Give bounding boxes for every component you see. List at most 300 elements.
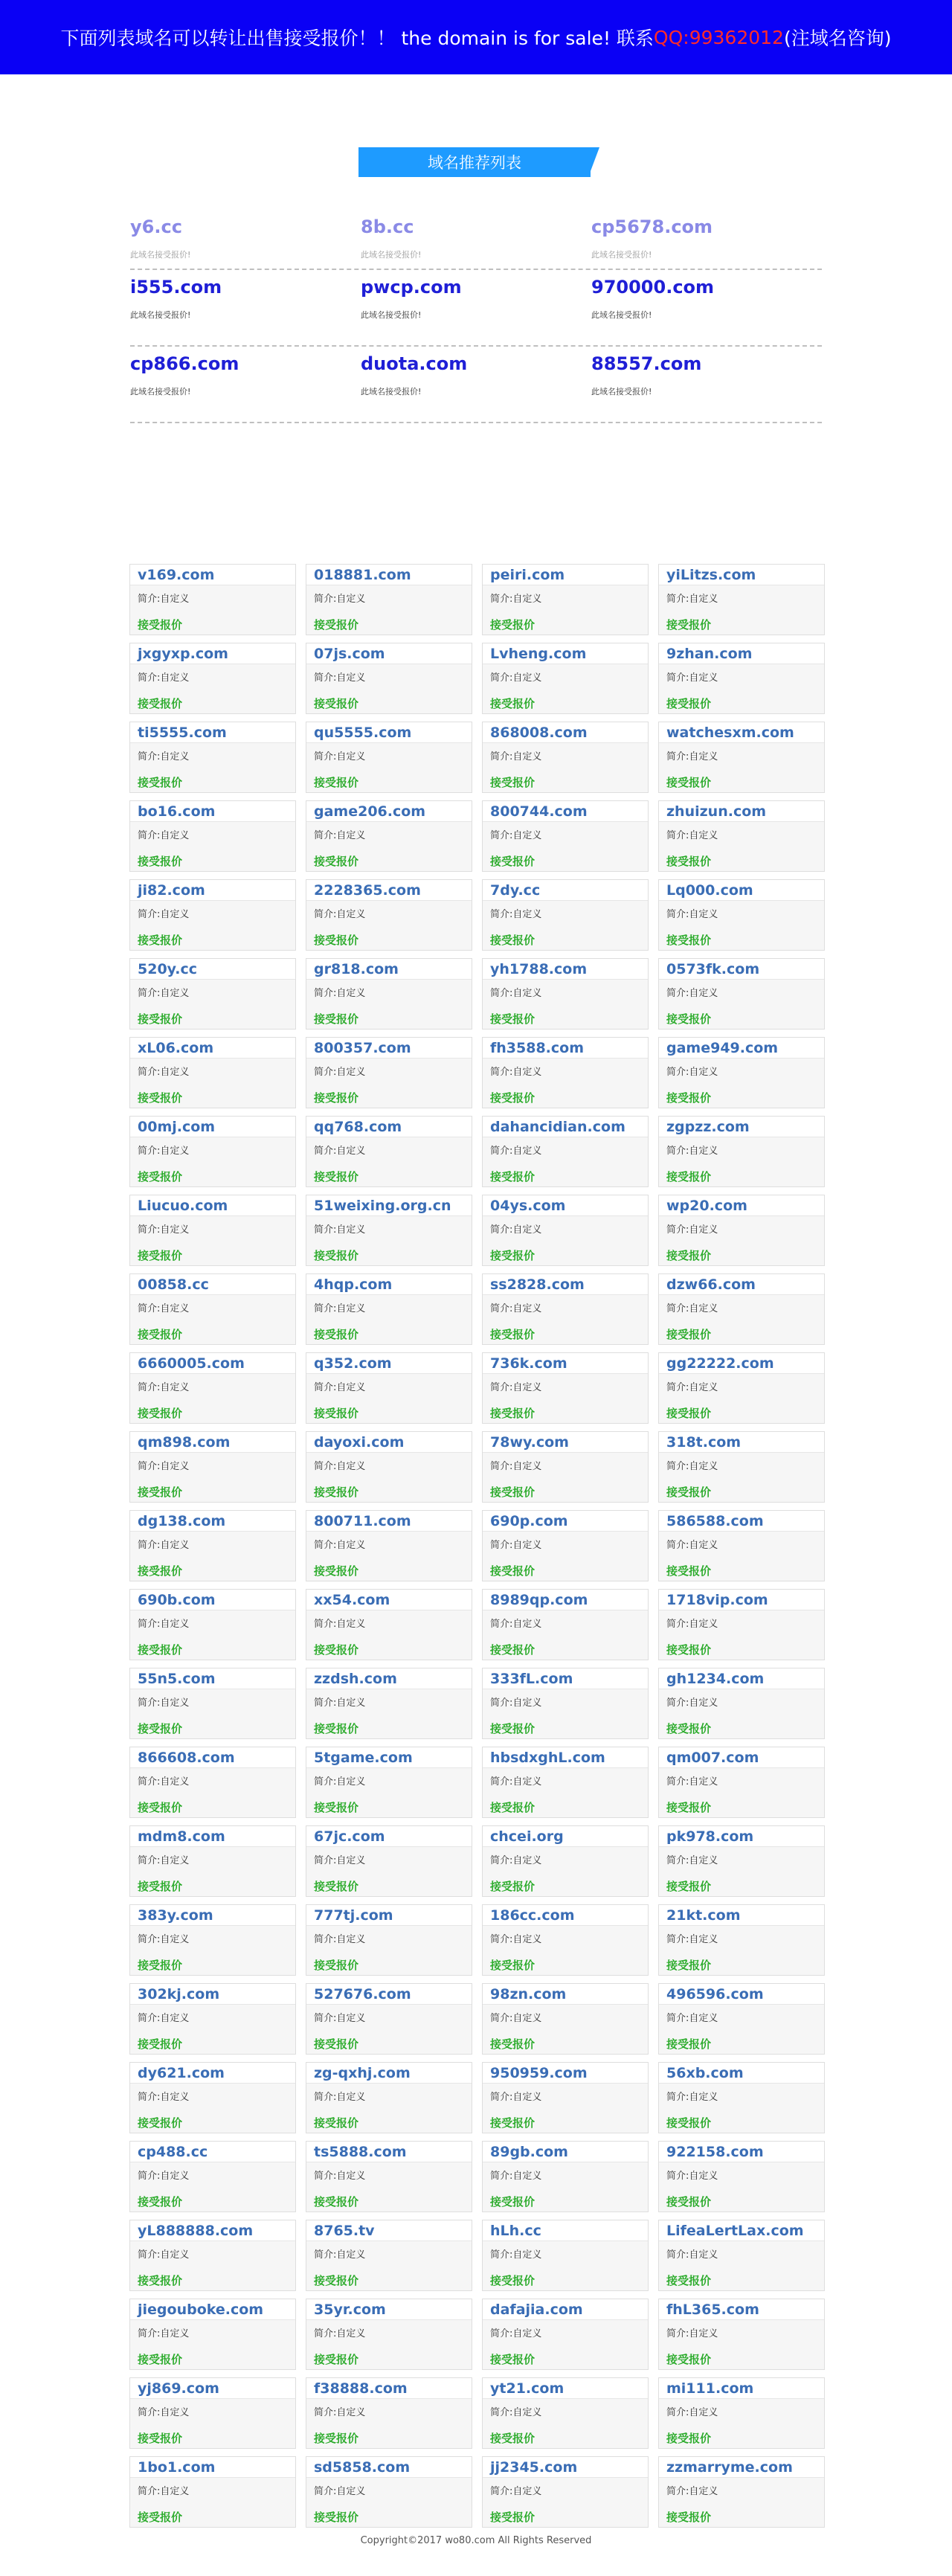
domain-name-link[interactable]: 78wy.com [483,1432,648,1453]
domain-card[interactable] [306,1037,472,1108]
domain-card[interactable] [482,2141,649,2212]
domain-name-link[interactable]: 866608.com [130,1747,295,1768]
make-offer-link[interactable]: 接受报价 [490,2116,536,2130]
domain-card[interactable] [129,2062,296,2133]
make-offer-link[interactable]: 接受报价 [490,776,536,789]
domain-name-link[interactable]: fh3588.com [483,1038,648,1059]
make-offer-link[interactable]: 接受报价 [314,934,359,947]
domain-name-link[interactable]: 018881.com [306,565,472,585]
domain-card[interactable] [129,643,296,714]
domain-name-link[interactable]: 6660005.com [130,1353,295,1374]
domain-name-link[interactable]: 8989qp.com [483,1590,648,1610]
domain-name-link[interactable]: yj869.com [130,2378,295,2399]
domain-name-link[interactable]: Lvheng.com [483,643,648,664]
make-offer-link[interactable]: 接受报价 [490,1722,536,1735]
domain-card[interactable] [658,800,825,872]
domain-name-link[interactable]: 07js.com [306,643,472,664]
domain-name-link[interactable]: 00858.cc [130,1274,295,1295]
domain-name-link[interactable]: wp20.com [659,1195,824,1216]
domain-name-link[interactable]: 9zhan.com [659,643,824,664]
featured-domain-link[interactable]: 970000.com [591,277,715,298]
make-offer-link[interactable]: 接受报价 [490,1801,536,1814]
make-offer-link[interactable]: 接受报价 [666,618,712,632]
domain-card[interactable] [482,1589,649,1660]
domain-card[interactable] [482,2377,649,2449]
make-offer-link[interactable]: 接受报价 [314,697,359,710]
domain-name-link[interactable]: 21kt.com [659,1905,824,1926]
domain-card[interactable] [482,2299,649,2370]
domain-card[interactable] [129,722,296,793]
domain-name-link[interactable]: Liucuo.com [130,1195,295,1216]
domain-name-link[interactable]: qm007.com [659,1747,824,1768]
make-offer-link[interactable]: 接受报价 [138,2353,183,2366]
domain-card[interactable] [306,2377,472,2449]
domain-card[interactable] [482,1510,649,1581]
make-offer-link[interactable]: 接受报价 [314,1801,359,1814]
domain-name-link[interactable]: mi111.com [659,2378,824,2399]
domain-name-link[interactable]: ts5888.com [306,2142,472,2162]
domain-card[interactable] [658,1747,825,1818]
domain-card[interactable] [129,1825,296,1897]
domain-name-link[interactable]: 800744.com [483,801,648,822]
make-offer-link[interactable]: 接受报价 [666,2432,712,2445]
domain-card[interactable] [129,2220,296,2291]
domain-card[interactable] [658,2141,825,2212]
make-offer-link[interactable]: 接受报价 [666,2353,712,2366]
make-offer-link[interactable]: 接受报价 [314,1485,359,1499]
domain-name-link[interactable]: zzdsh.com [306,1668,472,1689]
domain-name-link[interactable]: ti5555.com [130,722,295,743]
domain-card[interactable] [306,2220,472,2291]
make-offer-link[interactable]: 接受报价 [314,1170,359,1183]
make-offer-link[interactable]: 接受报价 [314,1722,359,1735]
domain-name-link[interactable]: 5tgame.com [306,1747,472,1768]
make-offer-link[interactable]: 接受报价 [138,1564,183,1578]
make-offer-link[interactable]: 接受报价 [314,855,359,868]
domain-name-link[interactable]: qq768.com [306,1117,472,1137]
domain-name-link[interactable]: 1718vip.com [659,1590,824,1610]
make-offer-link[interactable]: 接受报价 [138,1880,183,1893]
domain-card[interactable] [658,1352,825,1424]
make-offer-link[interactable]: 接受报价 [666,1170,712,1183]
domain-name-link[interactable]: 318t.com [659,1432,824,1453]
make-offer-link[interactable]: 接受报价 [666,1959,712,1972]
domain-card[interactable] [129,1431,296,1503]
domain-card[interactable] [306,1510,472,1581]
make-offer-link[interactable]: 接受报价 [490,2274,536,2287]
make-offer-link[interactable]: 接受报价 [490,1328,536,1341]
make-offer-link[interactable]: 接受报价 [666,855,712,868]
make-offer-link[interactable]: 接受报价 [666,2274,712,2287]
domain-name-link[interactable]: hLh.cc [483,2220,648,2241]
domain-card[interactable] [306,1983,472,2055]
domain-card[interactable] [129,2456,296,2528]
make-offer-link[interactable]: 接受报价 [490,1407,536,1420]
domain-card[interactable] [306,1116,472,1187]
domain-card[interactable] [482,1195,649,1266]
make-offer-link[interactable]: 接受报价 [314,1959,359,1972]
domain-name-link[interactable]: yL888888.com [130,2220,295,2241]
domain-card[interactable] [482,1116,649,1187]
domain-card[interactable] [482,1983,649,2055]
domain-name-link[interactable]: 67jc.com [306,1826,472,1847]
domain-card[interactable] [306,1352,472,1424]
make-offer-link[interactable]: 接受报价 [314,2274,359,2287]
make-offer-link[interactable]: 接受报价 [666,2116,712,2130]
domain-card[interactable] [129,1904,296,1976]
domain-card[interactable] [482,1668,649,1739]
make-offer-link[interactable]: 接受报价 [314,776,359,789]
make-offer-link[interactable]: 接受报价 [138,1091,183,1105]
domain-card[interactable] [482,1904,649,1976]
domain-card[interactable] [482,2220,649,2291]
make-offer-link[interactable]: 接受报价 [138,2195,183,2209]
domain-card[interactable] [658,958,825,1030]
domain-card[interactable] [129,1116,296,1187]
domain-card[interactable] [129,564,296,635]
domain-card[interactable] [306,1273,472,1345]
make-offer-link[interactable]: 接受报价 [314,2195,359,2209]
domain-name-link[interactable]: 0573fk.com [659,959,824,980]
make-offer-link[interactable]: 接受报价 [314,2116,359,2130]
make-offer-link[interactable]: 接受报价 [314,1407,359,1420]
make-offer-link[interactable]: 接受报价 [138,2274,183,2287]
make-offer-link[interactable]: 接受报价 [138,855,183,868]
domain-name-link[interactable]: 2228365.com [306,880,472,901]
domain-card[interactable] [482,2062,649,2133]
make-offer-link[interactable]: 接受报价 [490,1564,536,1578]
make-offer-link[interactable]: 接受报价 [490,1012,536,1026]
domain-card[interactable] [306,2062,472,2133]
make-offer-link[interactable]: 接受报价 [138,1801,183,1814]
make-offer-link[interactable]: 接受报价 [666,2037,712,2051]
domain-name-link[interactable]: 527676.com [306,1984,472,2005]
make-offer-link[interactable]: 接受报价 [666,2195,712,2209]
domain-name-link[interactable]: peiri.com [483,565,648,585]
domain-card[interactable] [306,2456,472,2528]
make-offer-link[interactable]: 接受报价 [666,1801,712,1814]
domain-name-link[interactable]: zzmarryme.com [659,2457,824,2478]
domain-name-link[interactable]: f38888.com [306,2378,472,2399]
featured-domain-link[interactable]: cp866.com [130,353,239,374]
domain-name-link[interactable]: 8765.tv [306,2220,472,2241]
domain-card[interactable] [482,1273,649,1345]
domain-name-link[interactable]: 690b.com [130,1590,295,1610]
domain-card[interactable] [129,1747,296,1818]
make-offer-link[interactable]: 接受报价 [490,934,536,947]
domain-name-link[interactable]: zhuizun.com [659,801,824,822]
make-offer-link[interactable]: 接受报价 [666,1012,712,1026]
make-offer-link[interactable]: 接受报价 [666,2511,712,2524]
domain-name-link[interactable]: 800711.com [306,1511,472,1532]
domain-card[interactable] [658,1195,825,1266]
make-offer-link[interactable]: 接受报价 [314,1880,359,1893]
make-offer-link[interactable]: 接受报价 [490,2037,536,2051]
domain-name-link[interactable]: xL06.com [130,1038,295,1059]
domain-name-link[interactable]: 89gb.com [483,2142,648,2162]
domain-card[interactable] [306,800,472,872]
make-offer-link[interactable]: 接受报价 [666,1564,712,1578]
make-offer-link[interactable]: 接受报价 [666,1880,712,1893]
domain-card[interactable] [129,1195,296,1266]
domain-card[interactable] [658,1116,825,1187]
make-offer-link[interactable]: 接受报价 [314,1643,359,1657]
make-offer-link[interactable]: 接受报价 [490,1643,536,1657]
domain-name-link[interactable]: sd5858.com [306,2457,472,2478]
make-offer-link[interactable]: 接受报价 [666,1328,712,1341]
featured-domain-link[interactable]: cp5678.com [591,216,713,237]
make-offer-link[interactable]: 接受报价 [490,1485,536,1499]
make-offer-link[interactable]: 接受报价 [314,1328,359,1341]
domain-name-link[interactable]: 1bo1.com [130,2457,295,2478]
domain-name-link[interactable]: game206.com [306,801,472,822]
domain-card[interactable] [658,1510,825,1581]
domain-name-link[interactable]: dahancidian.com [483,1117,648,1137]
domain-card[interactable] [129,1510,296,1581]
make-offer-link[interactable]: 接受报价 [314,2511,359,2524]
domain-card[interactable] [482,958,649,1030]
make-offer-link[interactable]: 接受报价 [490,1959,536,1972]
domain-name-link[interactable]: 736k.com [483,1353,648,1374]
make-offer-link[interactable]: 接受报价 [490,2353,536,2366]
make-offer-link[interactable]: 接受报价 [138,2116,183,2130]
make-offer-link[interactable]: 接受报价 [314,1249,359,1262]
make-offer-link[interactable]: 接受报价 [314,2432,359,2445]
domain-card[interactable] [129,1037,296,1108]
domain-name-link[interactable]: game949.com [659,1038,824,1059]
make-offer-link[interactable]: 接受报价 [138,1012,183,1026]
domain-name-link[interactable]: jiegouboke.com [130,2299,295,2320]
domain-name-link[interactable]: pk978.com [659,1826,824,1847]
domain-name-link[interactable]: xx54.com [306,1590,472,1610]
make-offer-link[interactable]: 接受报价 [490,1091,536,1105]
make-offer-link[interactable]: 接受报价 [314,2353,359,2366]
make-offer-link[interactable]: 接受报价 [666,1485,712,1499]
make-offer-link[interactable]: 接受报价 [138,1328,183,1341]
domain-card[interactable] [482,2456,649,2528]
make-offer-link[interactable]: 接受报价 [490,2432,536,2445]
make-offer-link[interactable]: 接受报价 [490,1249,536,1262]
domain-name-link[interactable]: dayoxi.com [306,1432,472,1453]
domain-card[interactable] [129,2377,296,2449]
domain-name-link[interactable]: zg-qxhj.com [306,2063,472,2084]
make-offer-link[interactable]: 接受报价 [138,2511,183,2524]
featured-domain-link[interactable]: i555.com [130,277,222,298]
make-offer-link[interactable]: 接受报价 [666,1643,712,1657]
domain-name-link[interactable]: 496596.com [659,1984,824,2005]
domain-card[interactable] [658,1273,825,1345]
featured-domain-link[interactable]: duota.com [361,353,468,374]
domain-card[interactable] [306,958,472,1030]
domain-card[interactable] [306,1747,472,1818]
domain-name-link[interactable]: gh1234.com [659,1668,824,1689]
domain-card[interactable] [658,1668,825,1739]
domain-name-link[interactable]: jxgyxp.com [130,643,295,664]
domain-card[interactable] [658,1037,825,1108]
make-offer-link[interactable]: 接受报价 [666,1722,712,1735]
domain-name-link[interactable]: 4hqp.com [306,1274,472,1295]
make-offer-link[interactable]: 接受报价 [138,2037,183,2051]
domain-name-link[interactable]: 04ys.com [483,1195,648,1216]
domain-card[interactable] [129,2299,296,2370]
domain-card[interactable] [482,1431,649,1503]
domain-card[interactable] [129,958,296,1030]
domain-card[interactable] [306,1589,472,1660]
make-offer-link[interactable]: 接受报价 [314,2037,359,2051]
domain-name-link[interactable]: cp488.cc [130,2142,295,2162]
featured-domain-link[interactable]: pwcp.com [361,277,462,298]
domain-card[interactable] [129,1668,296,1739]
make-offer-link[interactable]: 接受报价 [314,618,359,632]
make-offer-link[interactable]: 接受报价 [138,1249,183,1262]
make-offer-link[interactable]: 接受报价 [490,1880,536,1893]
domain-name-link[interactable]: bo16.com [130,801,295,822]
banner-qq-link[interactable]: QQ:99362012 [653,26,784,48]
domain-name-link[interactable]: zgpzz.com [659,1117,824,1137]
domain-card[interactable] [658,879,825,951]
domain-name-link[interactable]: 35yr.com [306,2299,472,2320]
domain-card[interactable] [482,1037,649,1108]
domain-name-link[interactable]: gr818.com [306,959,472,980]
domain-name-link[interactable]: 922158.com [659,2142,824,2162]
domain-card[interactable] [482,800,649,872]
domain-name-link[interactable]: 51weixing.org.cn [306,1195,472,1216]
make-offer-link[interactable]: 接受报价 [138,1407,183,1420]
domain-card[interactable] [306,2141,472,2212]
make-offer-link[interactable]: 接受报价 [138,697,183,710]
domain-name-link[interactable]: 186cc.com [483,1905,648,1926]
domain-name-link[interactable]: q352.com [306,1353,472,1374]
domain-card[interactable] [306,722,472,793]
make-offer-link[interactable]: 接受报价 [138,1722,183,1735]
domain-card[interactable] [658,722,825,793]
domain-name-link[interactable]: Lq000.com [659,880,824,901]
domain-card[interactable] [658,643,825,714]
domain-name-link[interactable]: 98zn.com [483,1984,648,2005]
make-offer-link[interactable]: 接受报价 [138,618,183,632]
domain-name-link[interactable]: 7dy.cc [483,880,648,901]
make-offer-link[interactable]: 接受报价 [138,2432,183,2445]
domain-card[interactable] [658,2299,825,2370]
domain-card[interactable] [129,1589,296,1660]
domain-card[interactable] [129,879,296,951]
domain-name-link[interactable]: 520y.cc [130,959,295,980]
domain-card[interactable] [129,1273,296,1345]
make-offer-link[interactable]: 接受报价 [666,1249,712,1262]
domain-card[interactable] [482,1825,649,1897]
domain-name-link[interactable]: v169.com [130,565,295,585]
domain-card[interactable] [658,1904,825,1976]
domain-card[interactable] [482,564,649,635]
domain-card[interactable] [129,800,296,872]
make-offer-link[interactable]: 接受报价 [490,697,536,710]
domain-name-link[interactable]: qu5555.com [306,722,472,743]
domain-name-link[interactable]: 868008.com [483,722,648,743]
make-offer-link[interactable]: 接受报价 [666,1091,712,1105]
domain-name-link[interactable]: watchesxm.com [659,722,824,743]
domain-card[interactable] [306,1195,472,1266]
make-offer-link[interactable]: 接受报价 [490,1170,536,1183]
domain-name-link[interactable]: gg22222.com [659,1353,824,1374]
domain-name-link[interactable]: dzw66.com [659,1274,824,1295]
domain-card[interactable] [306,879,472,951]
domain-name-link[interactable]: mdm8.com [130,1826,295,1847]
featured-domain-link[interactable]: 88557.com [591,353,702,374]
domain-name-link[interactable]: fhL365.com [659,2299,824,2320]
make-offer-link[interactable]: 接受报价 [138,776,183,789]
domain-card[interactable] [306,564,472,635]
domain-card[interactable] [482,1747,649,1818]
domain-card[interactable] [658,1589,825,1660]
make-offer-link[interactable]: 接受报价 [138,934,183,947]
domain-card[interactable] [658,1825,825,1897]
domain-name-link[interactable]: 56xb.com [659,2063,824,2084]
make-offer-link[interactable]: 接受报价 [138,1643,183,1657]
domain-card[interactable] [482,643,649,714]
domain-name-link[interactable]: qm898.com [130,1432,295,1453]
make-offer-link[interactable]: 接受报价 [314,1564,359,1578]
domain-card[interactable] [482,722,649,793]
domain-name-link[interactable]: 950959.com [483,2063,648,2084]
domain-name-link[interactable]: 55n5.com [130,1668,295,1689]
make-offer-link[interactable]: 接受报价 [314,1012,359,1026]
domain-card[interactable] [129,1983,296,2055]
domain-name-link[interactable]: yh1788.com [483,959,648,980]
domain-card[interactable] [658,2377,825,2449]
make-offer-link[interactable]: 接受报价 [490,855,536,868]
domain-name-link[interactable]: ji82.com [130,880,295,901]
domain-card[interactable] [658,2220,825,2291]
make-offer-link[interactable]: 接受报价 [490,2511,536,2524]
domain-name-link[interactable]: 00mj.com [130,1117,295,1137]
domain-name-link[interactable]: yt21.com [483,2378,648,2399]
domain-card[interactable] [658,2062,825,2133]
featured-domain-link[interactable]: 8b.cc [361,216,414,237]
make-offer-link[interactable]: 接受报价 [138,1170,183,1183]
domain-name-link[interactable]: 777tj.com [306,1905,472,1926]
domain-name-link[interactable]: dafajia.com [483,2299,648,2320]
domain-card[interactable] [482,1352,649,1424]
domain-card[interactable] [306,643,472,714]
domain-name-link[interactable]: 333fL.com [483,1668,648,1689]
domain-name-link[interactable]: hbsdxghL.com [483,1747,648,1768]
domain-name-link[interactable]: yiLitzs.com [659,565,824,585]
domain-name-link[interactable]: jj2345.com [483,2457,648,2478]
domain-card[interactable] [306,1904,472,1976]
domain-card[interactable] [129,1352,296,1424]
featured-domain-link[interactable]: y6.cc [130,216,182,237]
domain-card[interactable] [306,1431,472,1503]
domain-card[interactable] [129,2141,296,2212]
domain-card[interactable] [658,2456,825,2528]
domain-name-link[interactable]: dy621.com [130,2063,295,2084]
domain-name-link[interactable]: 302kj.com [130,1984,295,2005]
domain-name-link[interactable]: LifeaLertLax.com [659,2220,824,2241]
make-offer-link[interactable]: 接受报价 [314,1091,359,1105]
domain-name-link[interactable]: 690p.com [483,1511,648,1532]
domain-name-link[interactable]: chcei.org [483,1826,648,1847]
make-offer-link[interactable]: 接受报价 [666,1407,712,1420]
domain-card[interactable] [658,1431,825,1503]
domain-name-link[interactable]: 383y.com [130,1905,295,1926]
make-offer-link[interactable]: 接受报价 [490,2195,536,2209]
domain-name-link[interactable]: 800357.com [306,1038,472,1059]
domain-name-link[interactable]: ss2828.com [483,1274,648,1295]
domain-card[interactable] [306,1825,472,1897]
domain-card[interactable] [306,1668,472,1739]
make-offer-link[interactable]: 接受报价 [666,697,712,710]
domain-card[interactable] [482,879,649,951]
